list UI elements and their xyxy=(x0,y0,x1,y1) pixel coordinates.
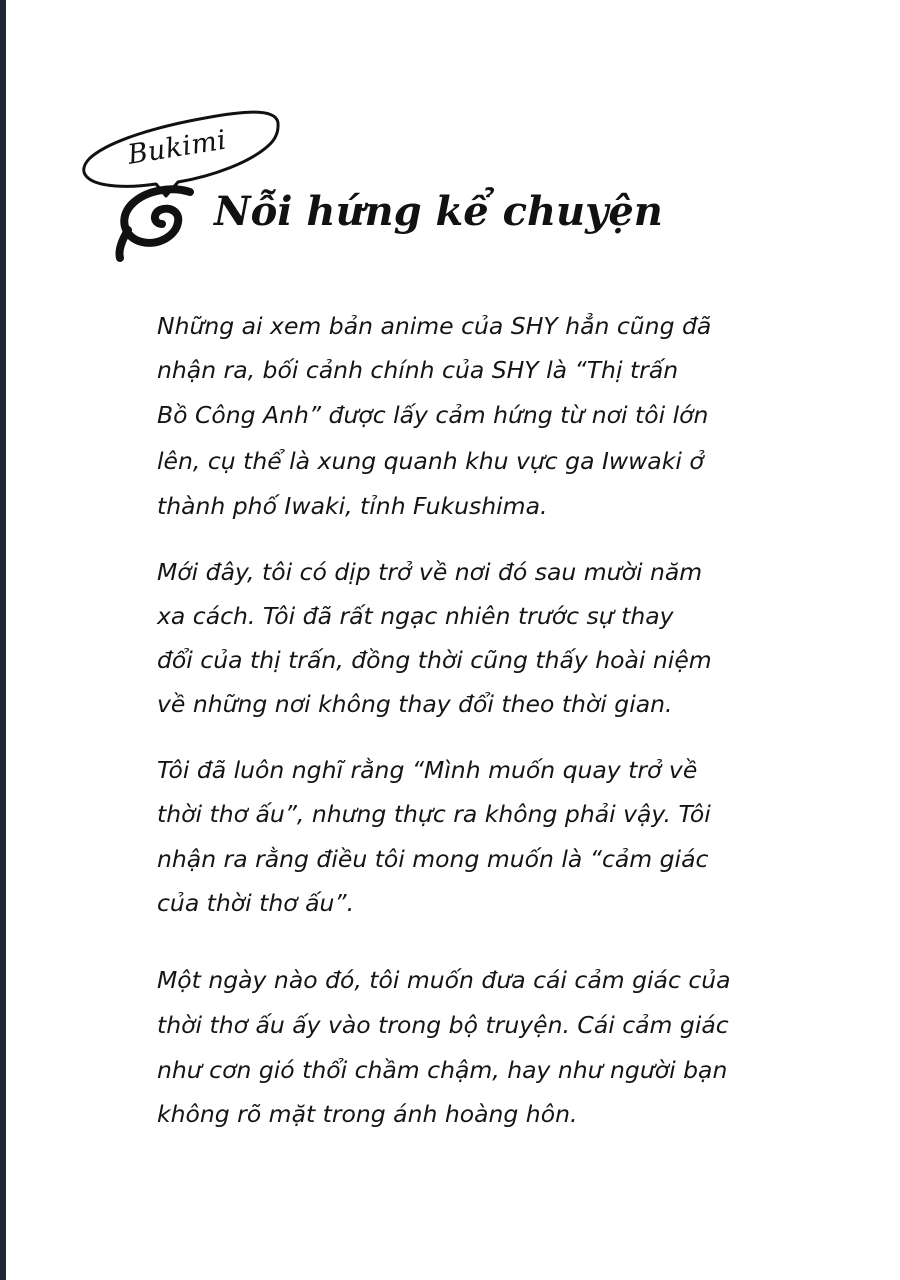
text-line: nhận ra rằng điều tôi mong muốn là “cảm giác xyxy=(157,845,709,873)
text-line: Một ngày nào đó, tôi muốn đưa cái cảm giác của xyxy=(157,966,731,994)
section-title: Nỗi hứng kể chuyện xyxy=(214,188,663,235)
text-line: đổi của thị trấn, đồng thời cũng thấy hoài niệm xyxy=(157,646,712,674)
text-line: Tôi đã luôn nghĩ rằng “Mình muốn quay trở về xyxy=(157,756,698,784)
swirl-icon xyxy=(119,189,190,258)
text-line: lên, cụ thể là xung quanh khu vực ga Iwwaki ở xyxy=(157,447,704,475)
text-line: không rõ mặt trong ánh hoàng hôn. xyxy=(157,1100,578,1128)
text-line: Bồ Công Anh” được lấy cảm hứng từ nơi tôi lớn xyxy=(157,401,709,429)
text-line: thời thơ ấu”, nhưng thực ra không phải vậy. Tôi xyxy=(157,800,711,828)
text-line: như cơn gió thổi chầm chậm, hay như người bạn xyxy=(157,1056,728,1084)
text-line: của thời thơ ấu”. xyxy=(157,889,355,917)
author-name: Bukimi xyxy=(125,124,229,171)
text-line: Mới đây, tôi có dịp trở về nơi đó sau mười năm xyxy=(157,558,703,586)
text-line: Những ai xem bản anime của SHY hẳn cũng đã xyxy=(157,312,712,340)
text-line: về những nơi không thay đổi theo thời gian. xyxy=(157,690,673,718)
text-line: xa cách. Tôi đã rất ngạc nhiên trước sự thay xyxy=(157,602,674,630)
text-line: nhận ra, bối cảnh chính của SHY là “Thị trấn xyxy=(157,356,679,384)
text-line: thời thơ ấu ấy vào trong bộ truyện. Cái cảm giác xyxy=(157,1011,729,1039)
text-line: thành phố Iwaki, tỉnh Fukushima. xyxy=(157,492,548,520)
